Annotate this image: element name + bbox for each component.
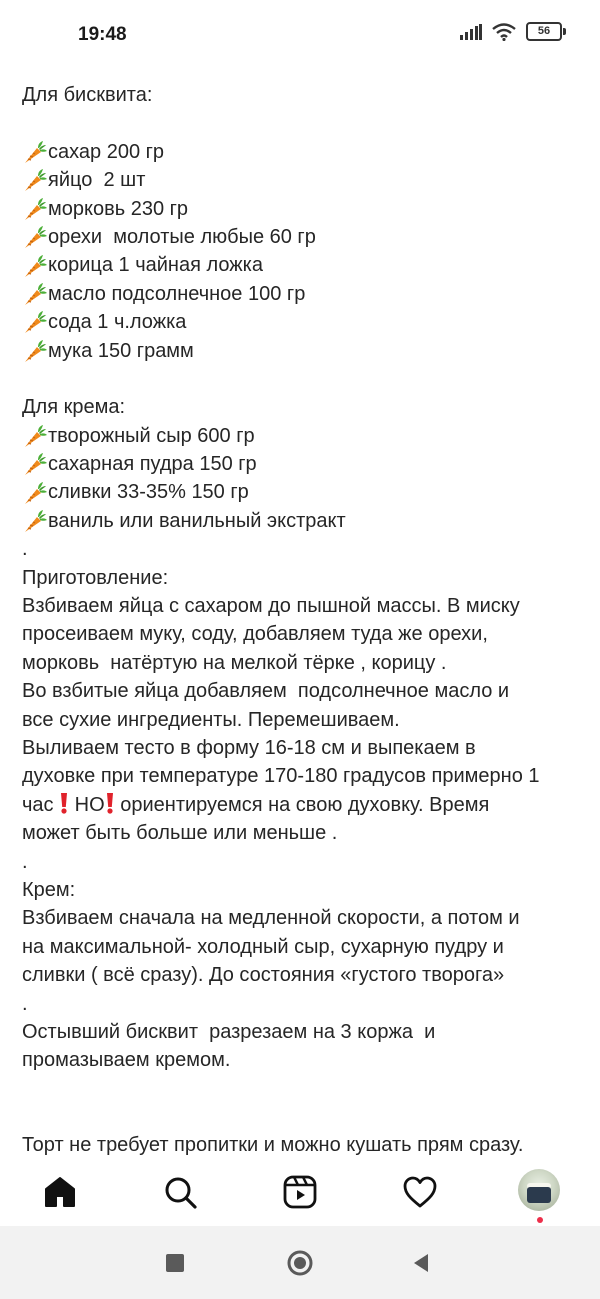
notification-dot [537, 1217, 543, 1223]
cream-heading: Для крема: [22, 396, 126, 419]
ingredient-text: орехи молотые любые 60 гр [48, 225, 316, 248]
profile-avatar[interactable] [518, 1169, 560, 1211]
cream-ingredient-list [22, 422, 582, 536]
home-tab[interactable] [38, 1170, 82, 1214]
post-caption [22, 81, 582, 1160]
ingredient-text: творожный сыр 600 гр [48, 424, 255, 447]
exclamation-icon [59, 792, 69, 814]
sponge-heading: Для бисквита: [22, 84, 153, 106]
ingredient-text: сахар 200 гр [48, 140, 165, 163]
carrot-icon [22, 451, 48, 477]
heart-icon [402, 1174, 438, 1210]
home-circle-button[interactable] [287, 1250, 313, 1276]
wifi-icon [492, 23, 516, 41]
carrot-icon [22, 309, 48, 335]
battery-icon [526, 22, 566, 41]
search-tab[interactable] [158, 1170, 202, 1214]
bottom-nav [0, 1160, 600, 1224]
carrot-icon [22, 508, 48, 534]
separator-dot: . [22, 538, 28, 561]
ingredient-text: сода 1 ч.ложка [48, 311, 187, 334]
carrot-icon [22, 196, 48, 222]
prep-line-warning [22, 791, 582, 819]
recents-button[interactable] [166, 1254, 184, 1272]
reels-tab[interactable] [278, 1170, 322, 1214]
status-icons [460, 22, 566, 41]
prep-line: просеиваем муку, соду, добавляем туда же орехи, [22, 623, 488, 646]
sponge-ingredient [22, 251, 582, 279]
cream-section-heading: Крем: [22, 878, 76, 901]
ingredient-text: сливки 33-35% 150 гр [48, 481, 249, 504]
carrot-icon [22, 338, 48, 364]
exclamation-icon [105, 792, 115, 814]
sponge-ingredient [22, 280, 582, 308]
sponge-ingredient [22, 308, 582, 336]
prep-line: все сухие ингредиенты. Перемешиваем. [22, 708, 400, 731]
ingredient-text: сахарная пудра 150 гр [48, 453, 257, 476]
cream-ingredient [22, 507, 582, 535]
carrot-icon [22, 253, 48, 279]
cream-paragraph [22, 904, 582, 989]
ingredient-text: масло подсолнечное 100 гр [48, 282, 306, 305]
cream-ingredient [22, 422, 582, 450]
system-nav-bar [0, 1226, 600, 1299]
cream-ingredient [22, 478, 582, 506]
ingredient-text: корица 1 чайная ложка [48, 254, 263, 277]
final-line: промазываем кремом. [22, 1049, 231, 1072]
back-button[interactable] [412, 1253, 430, 1273]
sponge-ingredient [22, 166, 582, 194]
final-paragraph [22, 1018, 582, 1075]
ingredient-text: морковь 230 гр [48, 197, 189, 220]
carrot-icon [22, 423, 48, 449]
prep-line: Во взбитые яйца добавляем подсолнечное масло и [22, 680, 510, 703]
carrot-icon [22, 139, 48, 165]
prep-line: морковь натёртую на мелкой тёрке , корицу . [22, 651, 447, 674]
status-time: 19:48 [78, 24, 127, 45]
cream-line: сливки ( всё сразу). До состояния «густого творога» [22, 964, 505, 987]
carrot-icon [22, 224, 48, 250]
ingredient-text: яйцо 2 шт [48, 169, 146, 192]
home-icon [42, 1174, 78, 1210]
ingredient-text: мука 150 грамм [48, 339, 194, 362]
sponge-ingredient-list [22, 138, 582, 365]
carrot-icon [22, 167, 48, 193]
prep-text-ho: НО [69, 793, 105, 816]
closing-line: Торт не требует пропитки и можно кушать прям сразу. [22, 1134, 524, 1157]
cream-line: на максимальной- холодный сыр, сухарную пудру и [22, 935, 504, 958]
prep-text: час [22, 793, 60, 816]
cream-ingredient [22, 450, 582, 478]
prep-line: Выливаем тесто в форму 16-18 см и выпекаем в [22, 736, 476, 759]
prep-line: духовке при температуре 170-180 градусов примерно 1 [22, 765, 540, 788]
prep-paragraph [22, 592, 582, 848]
cream-line: Взбиваем сначала на медленной скорости, а потом и [22, 907, 520, 930]
activity-tab[interactable] [398, 1170, 442, 1214]
battery-level: 56 [526, 22, 562, 41]
sponge-ingredient [22, 337, 582, 365]
final-line: Остывший бисквит разрезаем на 3 коржа и [22, 1020, 436, 1043]
carrot-icon [22, 281, 48, 307]
separator-dot: . [22, 992, 28, 1015]
prep-line: может быть больше или меньше . [22, 822, 338, 845]
sponge-ingredient [22, 195, 582, 223]
signal-icon [460, 24, 482, 40]
status-bar [0, 0, 600, 70]
search-icon [162, 1174, 198, 1210]
sponge-ingredient [22, 138, 582, 166]
reels-icon [282, 1174, 318, 1210]
ingredient-text: ваниль или ванильный экстракт [48, 509, 346, 532]
prep-text: ориентируемся на свою духовку. Время [114, 793, 490, 816]
prep-line: Взбиваем яйца с сахаром до пышной массы. В миску [22, 595, 520, 618]
separator-dot: . [22, 850, 28, 873]
sponge-ingredient [22, 223, 582, 251]
carrot-icon [22, 480, 48, 506]
prep-heading: Приготовление: [22, 566, 169, 589]
